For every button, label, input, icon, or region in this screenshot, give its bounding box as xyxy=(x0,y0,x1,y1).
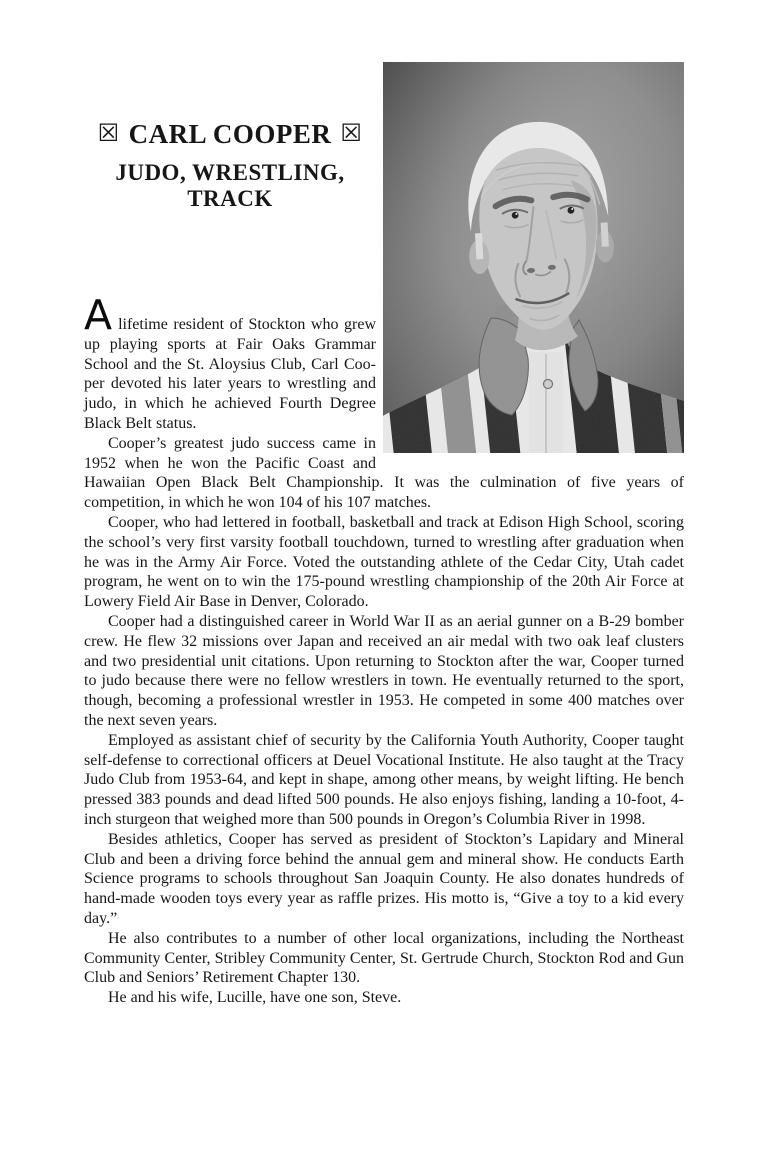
paragraph-intro-text: lifetime resident of Stockton who grew up playing sports at Fair Oaks Grammar School and the St. Aloysius Club, Carl Cooper devoted his later years to wrestling and judo, in which he achieved Fourth Degree Black Belt status. xyxy=(84,316,376,432)
missing-glyph-ornament-right: ☒ xyxy=(340,119,363,147)
portrait-illustration xyxy=(383,62,684,453)
paragraph-wwii: Cooper had a distinguished career in World War II as an aerial gunner on a B-29 bomber crew. He flew 32 missions over Japan and received an air medal with two oak leaf clusters and two presidential unit citations. Upon returning to Stockton after the war, Cooper turned to judo because there were no fellow wrestlers in town. He eventually returned to the sport, though, becoming a professional wrestler in 1953. He competed in some 400 matches over the next seven years. xyxy=(84,612,684,729)
subtitle-line-1: JUDO, WRESTLING, xyxy=(115,160,345,185)
paragraph-career: Employed as assistant chief of security by the California Youth Authority, Cooper taught self-defense to correctional officers at Deuel Vocational Institute. He also taught at the Tracy Judo Club from 1953-64, and kept in shape, among other means, by weight lifting. He bench pressed 383 pounds and dead lifted 500 pounds. He also enjoys fishing, landing a 10-foot, 4-inch sturgeon that weighed more than 500 pounds in Oregon’s Columbia River in 1998. xyxy=(84,731,684,828)
paragraph-lapidary-club: Besides athletics, Cooper has served as president of Stockton’s Lapidary and Mineral Club and been a driving force behind the annual gem and mineral show. He conducts Earth Science programs to schools throughout San Joaquin County. He also donates hundreds of hand-made wooden toys every year as raffle prizes. His motto is, “Give a toy to a kid every day.” xyxy=(84,830,684,927)
paragraph-family: He and his wife, Lucille, have one son, Steve. xyxy=(108,989,402,1007)
paragraph-organizations: He also contributes to a number of other local organizations, including the Northeast Community Center, Stribley Community Center, St. Gertrude Church, Stockton Rod and Gun Club and Seniors’ Retirement Chapter 130. xyxy=(84,929,684,987)
page-content xyxy=(84,62,684,1008)
missing-glyph-ornament-left: ☒ xyxy=(97,119,120,147)
portrait-photo xyxy=(383,62,684,453)
paragraph-judo-success: Cooper’s greatest judo success came in 1952 when he won the Pacific Coast and Hawaiian Open Black Belt Championship. It was the culmination of five years of competition, in which he won 104 of his 107 matches. xyxy=(84,434,684,512)
paragraph-high-school: Cooper, who had lettered in football, basketball and track at Edison High School, scoring the school’s very first varsity football touchdown, turned to wrestling after graduation when he was in the Army Air Force. Voted the outstanding athlete of the Cedar City, Utah cadet program, he went on to win the 175-pound wrestling championship of the 20th Air Force at Lowery Field Air Base in Denver, Colorado. xyxy=(84,513,684,611)
athlete-name: CARL COOPER xyxy=(128,119,332,149)
subtitle-line-2: TRACK xyxy=(187,186,273,211)
drop-cap: A xyxy=(84,291,113,339)
